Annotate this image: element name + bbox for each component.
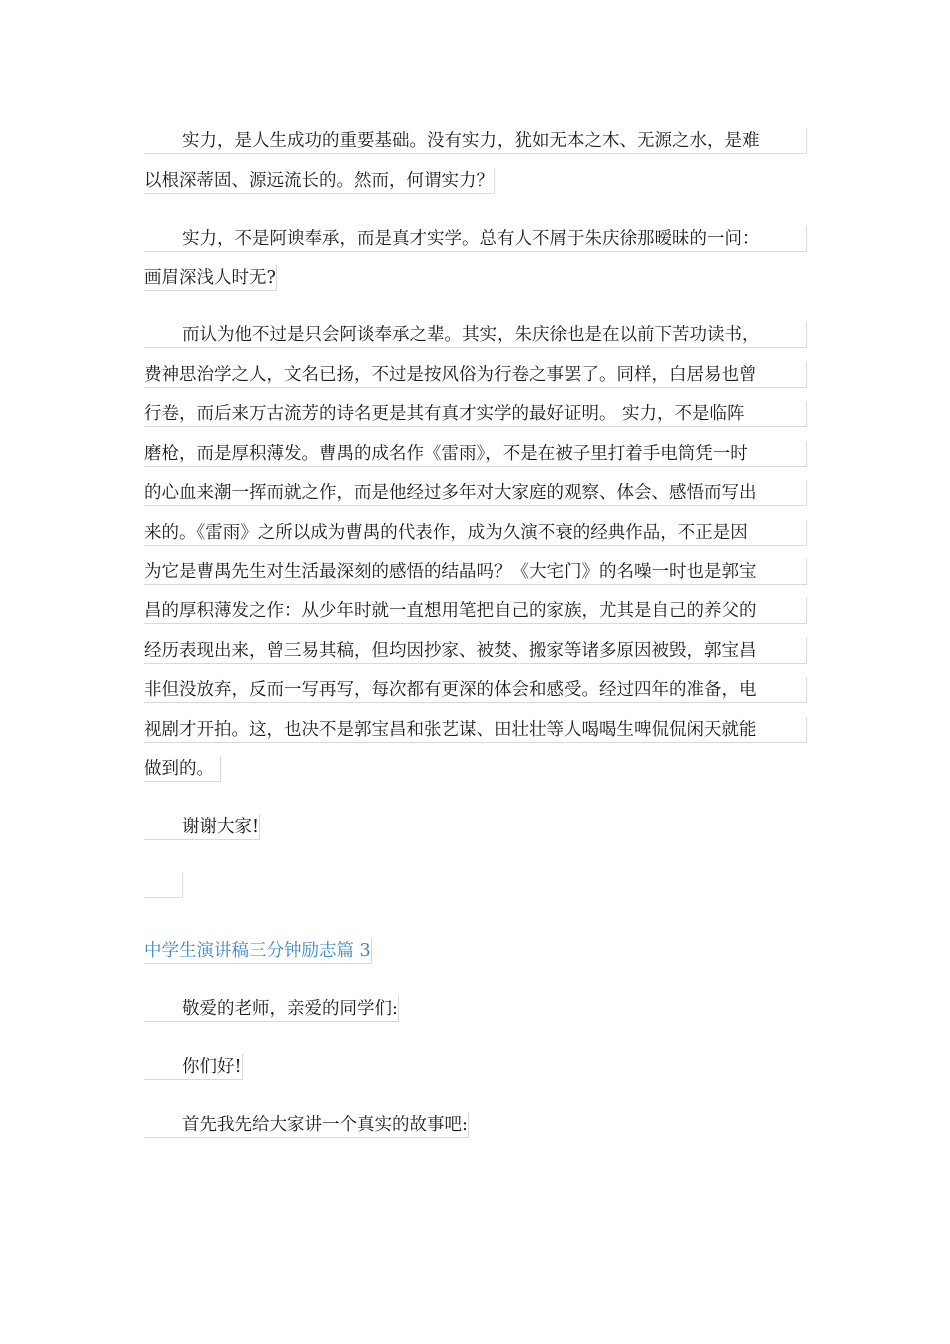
greeting-line: 敬爱的老师，亲爱的同学们:: [144, 996, 399, 1022]
paragraph-line: 画眉深浅人时无?: [144, 265, 277, 291]
closing-thanks: 谢谢大家!: [144, 814, 260, 840]
intro-line: 首先我先给大家讲一个真实的故事吧:: [144, 1112, 469, 1138]
paragraph-line: 视剧才开拍。这，也决不是郭宝昌和张艺谋、田壮壮等人喝喝生啤侃侃闲天就能: [144, 717, 807, 743]
empty-paragraph: [144, 872, 183, 898]
paragraph-line: 行卷，而后来万古流芳的诗名更是其有真才实学的最好证明。 实力，不是临阵: [144, 401, 807, 427]
paragraph-line: 昌的厚积薄发之作：从少年时就一直想用笔把自己的家族，尤其是自己的养父的: [144, 598, 807, 624]
paragraph-line: 而认为他不过是只会阿谈奉承之辈。其实，朱庆徐也是在以前下苦功读书，: [144, 322, 807, 348]
paragraph-line: 的心血来潮一挥而就之作，而是他经过多年对大家庭的观察、体会、感悟而写出: [144, 480, 807, 506]
paragraph-line: 做到的。: [144, 756, 221, 782]
paragraph-line: 经历表现出来，曾三易其稿，但均因抄家、被焚、搬家等诸多原因被毁，郭宝昌: [144, 638, 807, 664]
hello-line: 你们好!: [144, 1054, 243, 1080]
paragraph-line: 非但没放弃，反而一写再写，每次都有更深的体会和感受。经过四年的准备，电: [144, 677, 807, 703]
paragraph-line: 磨枪，而是厚积薄发。曹禺的成名作《雷雨》，不是在被子里打着手电筒凭一时: [144, 441, 807, 467]
paragraph-line: 实力，是人生成功的重要基础。没有实力，犹如无本之木、无源之水，是难: [144, 128, 807, 154]
paragraph-line: 以根深蒂固、源远流长的。然而，何谓实力？: [144, 168, 495, 194]
section-heading: 中学生演讲稿三分钟励志篇 3: [144, 938, 372, 964]
paragraph-line: 为它是曹禺先生对生活最深刻的感悟的结晶吗？《大宅门》的名噪一时也是郭宝: [144, 559, 807, 585]
paragraph-line: 费神思治学之人，文名已扬，不过是按风俗为行卷之事罢了。同样，白居易也曾: [144, 362, 807, 388]
paragraph-line: 实力，不是阿谀奉承，而是真才实学。总有人不屑于朱庆徐那暧昧的一问：: [144, 226, 807, 252]
paragraph-line: 来的。《雷雨》之所以成为曹禺的代表作，成为久演不衰的经典作品，不正是因: [144, 520, 807, 546]
